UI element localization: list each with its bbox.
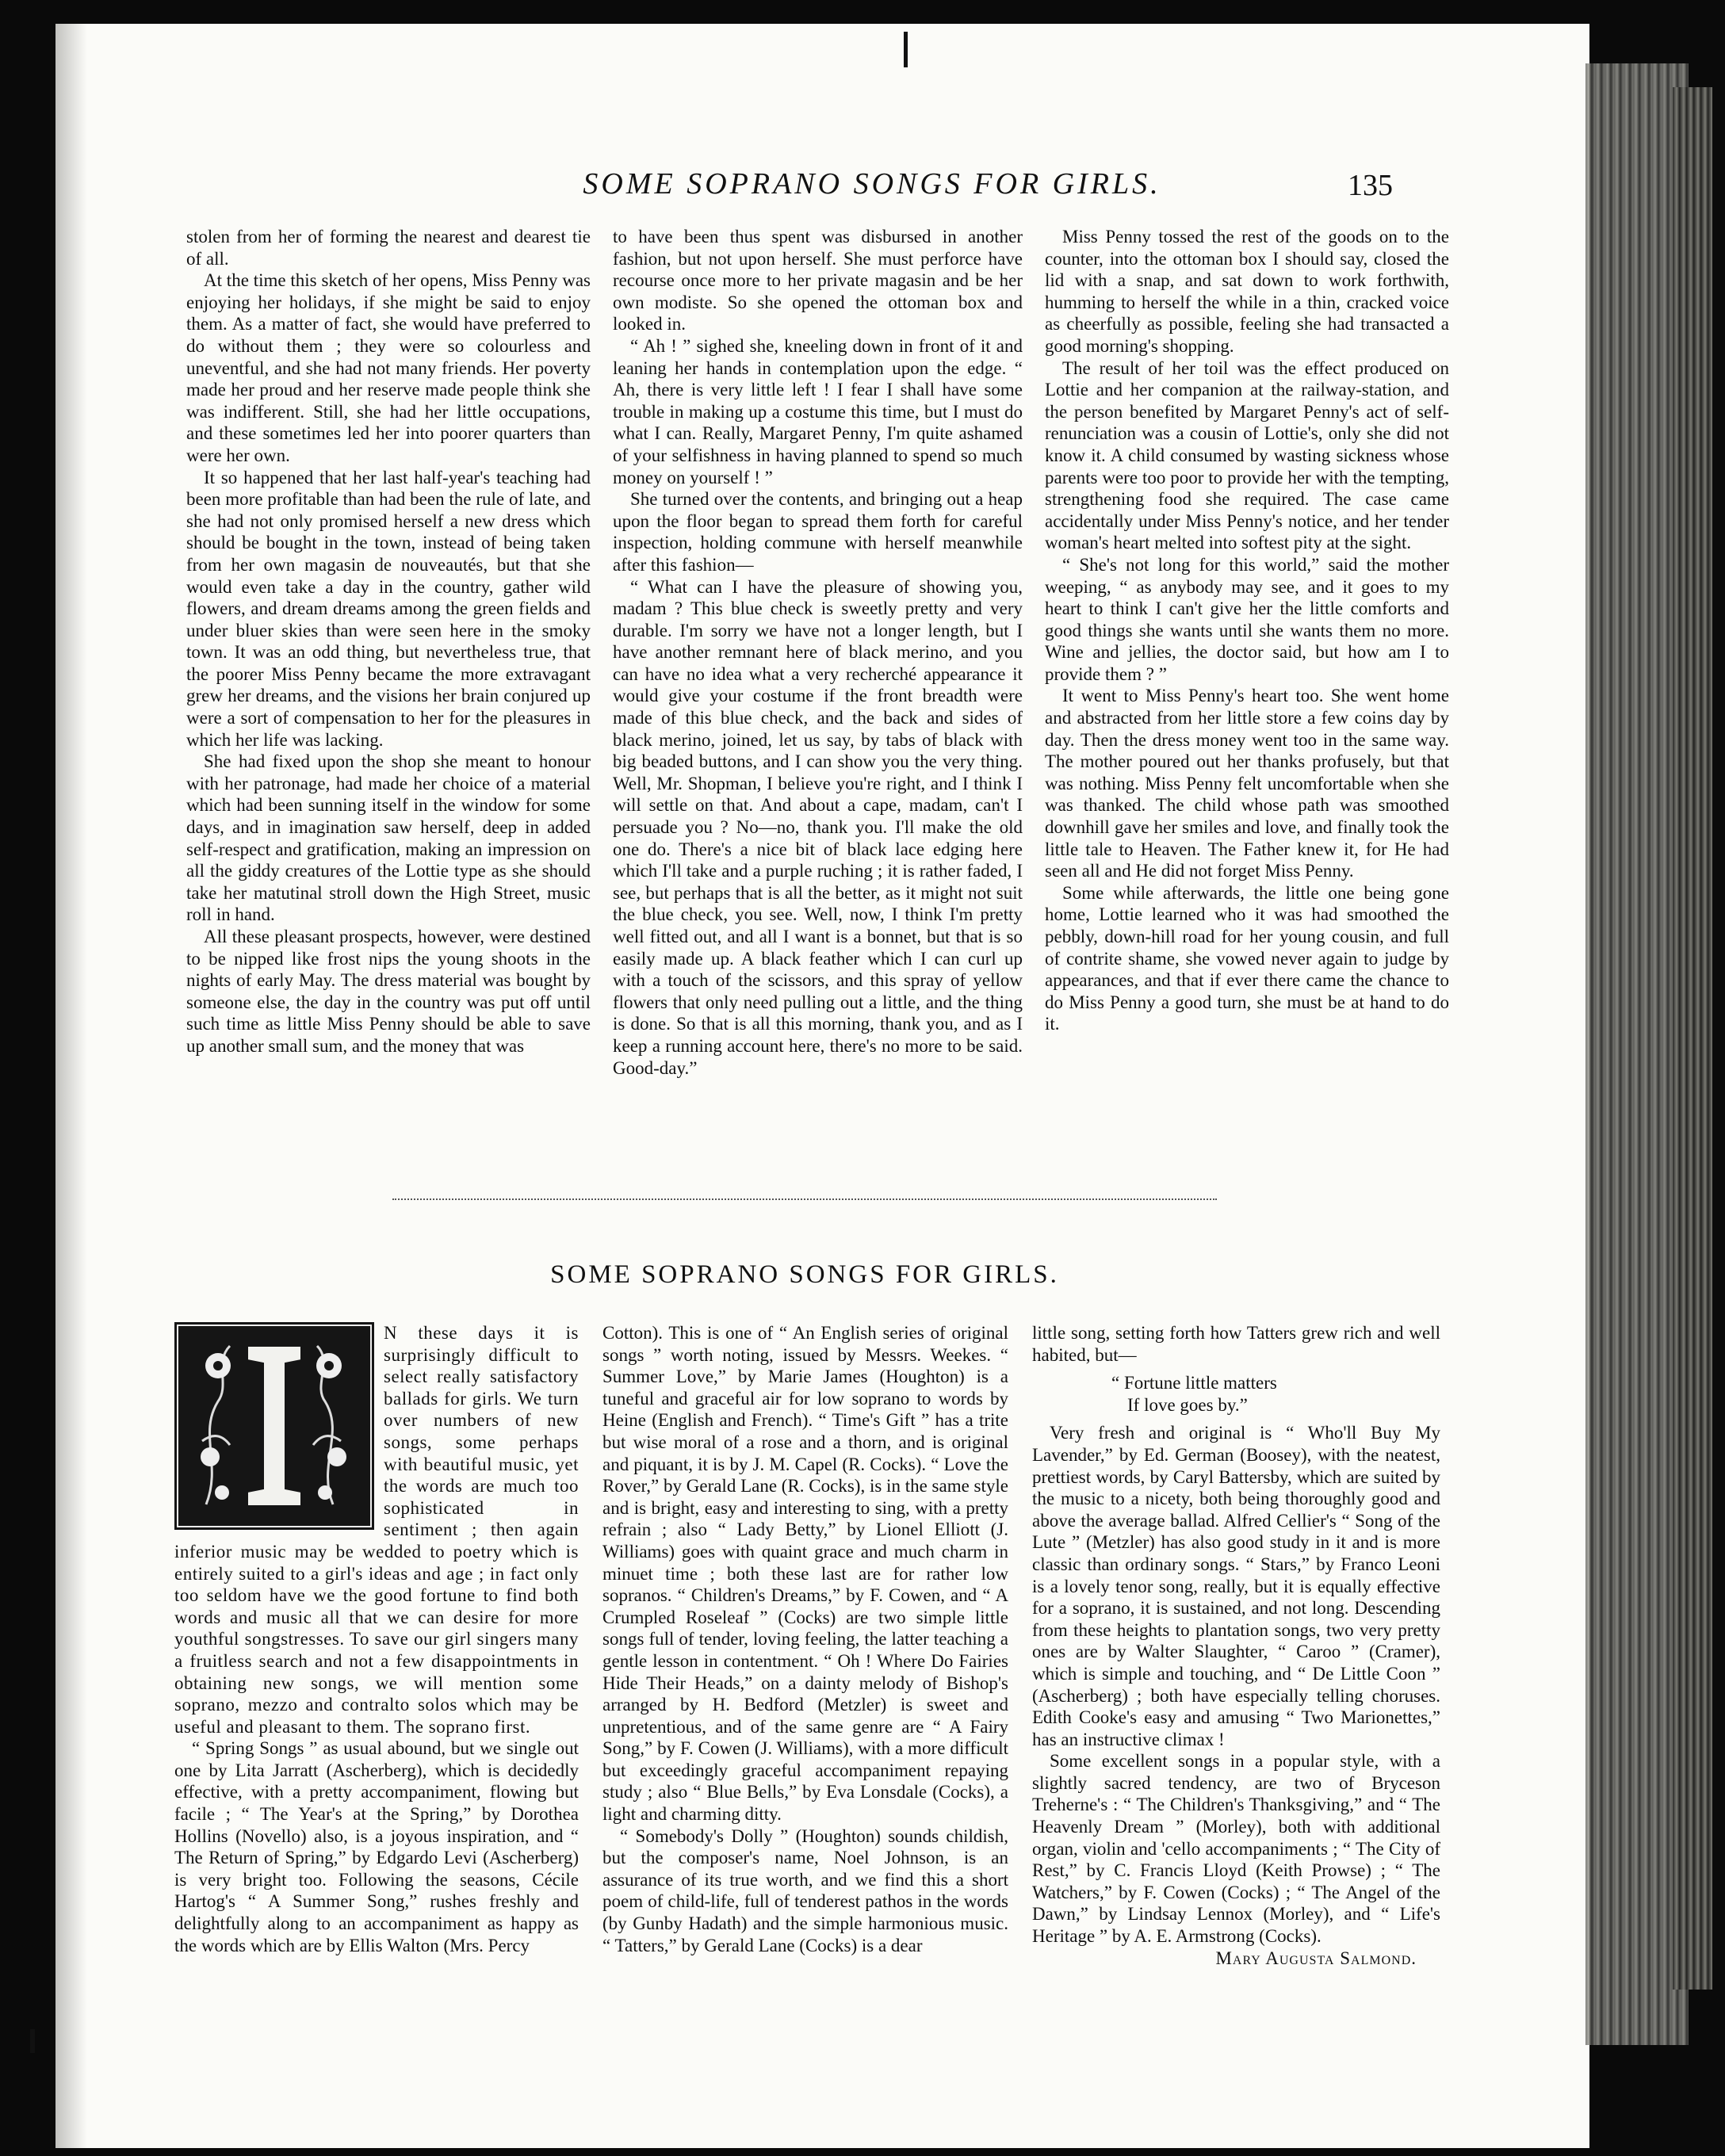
section-divider [392, 1198, 1217, 1200]
paragraph: It went to Miss Penny's heart too. She went home and abstracted from her little store a few coins day by day. Then the dress money went too in the same way. The mother poured out her thanks profusely, but that was nothing. Miss Penny felt uncomfortable when she was thanked. The child whose path was smoothed downhill gave her smiles and love, and finally took the little tale to Heaven. The Father knew it, for He had seen all and He did not forget Miss Penny. [1045, 686, 1449, 881]
paragraph: “ Spring Songs ” as usual abound, but we single out one by Lita Jarratt (Ascherberg), which is decidedly effective, with a pretty accompaniment, flowing but facile ; “ The Year's at the Spring,” by Dorothea Hollins (Novello) also, is a joyous inspiration, and “ The Return of Spring,” by Edgardo Levi (Ascherberg) is very bright too. Following the seasons, Cécile Hartog's “ A Summer Song,” rushes freshly and delightfully along to an accompaniment as happy as the words which are by Ellis Walton (Mrs. Percy [174, 1738, 579, 1955]
page-number: 135 [1348, 169, 1393, 202]
paragraph: Very fresh and original is “ Who'll Buy My Lavender,” by Ed. German (Boosey), with the neatest, prettiest words, by Caryl Battersby, which are suited by the music to a nicety, both being thoroughly good and above the average ballad. Alfred Cellier's “ Song of the Lute ” (Metzler) has also good study in it and is more classic than ordinary songs. “ Stars,” by Franco Leoni is a lovely tenor song, really, but it is equally effective for a soprano, it is sustained, and not long. Descending from these heights to plantation songs, two very pretty ones are by Walter Slaughter, “ Caroo ” (Cramer), which is simple and touching, and “ De Little Coon ” (Ascherberg) ; both have especially telling choruses. Edith Cooke's easy and amusing “ Two Marionettes,” has an instructive climax ! [1032, 1423, 1440, 1749]
scan-speck [904, 32, 908, 67]
floral-initial-icon [174, 1322, 374, 1530]
paragraph: to have been thus spent was disbursed in another fashion, but not upon herself. She must perforce have recourse once more to her private magasin and be her own modiste. So she opened the ottoman box and looked in. [613, 227, 1023, 334]
article-title: SOME SOPRANO SONGS FOR GIRLS. [550, 1260, 1059, 1289]
paragraph: “ Somebody's Dolly ” (Houghton) sounds childish, but the composer's name, Noel Johnson, is an assurance of its true worth, and we find this a short poem of child-life, full of tenderest pathos in the words (by Gunby Hadath) and the simple harmonious music. “ Tatters,” by Gerald Lane (Cocks) is a dear [602, 1825, 1008, 1955]
author-signature: Mary Augusta Salmond. [1215, 1948, 1417, 1968]
verse-line: “ Fortune little matters [1111, 1373, 1277, 1393]
paragraph: Cotton). This is one of “ An English series of original songs ” worth noting, issued by Messrs. Weekes. “ Summer Love,” by Marie James (Houghton) is a tuneful and graceful air for low soprano to words by Heine (English and French). “ Time's Gift ” has a trite but wise moral of a rose and a thorn, and is original and piquant, it is by J. M. Capel (R. Cocks). “ Love the Rover,” by Gerald Lane (R. Cocks), is in the same style and is bright, easy and interesting to sing, with a pretty refrain ; also “ Lady Betty,” by Lionel Elliott (J. Williams) goes with quaint grace and much charm in minuet time ; both these last are for rather low sopranos. “ Children's Dreams,” by F. Cowen, and “ A Crumpled Roseleaf ” (Cocks) are two simple little songs full of tender, loving feeling, the latter teaching a gentle lesson in contentment. “ Oh ! Where Do Fairies Hide Their Heads,” on a dainty melody of Bishop's arranged by H. Bedford (Metzler) is sweet and unpretentious, and of the same genre are “ A Fairy Song,” by F. Cowen (J. Williams), with a more difficult but exceedingly graceful accompaniment repaying study ; also “ Blue Bells,” by Eva Lonsdale (Cocks), a light and charming ditty. [602, 1323, 1008, 1825]
story-column-3 [1045, 226, 1449, 1035]
paragraph: stolen from her of forming the nearest and dearest tie of all. [186, 227, 591, 269]
article-column-1 [174, 1322, 579, 1956]
paragraph: “ Ah ! ” sighed she, kneeling down in front of it and leaning her hands in contemplation upon the edge. “ Ah, there is very little left ! I fear I shall have some trouble in making up a costume this time, but I must do what I can. Really, Margaret Penny, I'm quite ashamed of your selfishness in having planned to spend so much money on yourself ! ” [613, 335, 1023, 487]
paragraph: It so happened that her last half-year's teaching had been more profitable than had been the rule of late, and she had not only promised herself a new dress which should be bought in the town, instead of being taken from her own magasin de nouveautés, but that she would even take a day in the country, gather wild flowers, and dream dreams among the green fields and under bluer skies than were seen here in the smoky town. It was an odd thing, but nevertheless true, that the poorer Miss Penny became the more extravagant grew her dreams, and the visions her brain conjured up were a sort of compensation to her for the pleasures in which her life was lacking. [186, 467, 591, 750]
article-column-3 [1032, 1322, 1440, 1969]
paragraph: little song, setting forth how Tatters grew rich and well habited, but— [1032, 1323, 1440, 1365]
paragraph: She had fixed upon the shop she meant to honour with her patronage, had made her choice of a material which had been sunning itself in the window for some days, and in imagination saw herself, deep in added self-respect and gratification, making an impression on all the giddy creatures of the Lottie type as she should take her matutinal stroll down the High Street, music roll in hand. [186, 751, 591, 925]
article-opening-paragraph: N these days it is surprisingly difficult to select really satisfactory ballads for girls. We turn over numbers of new songs, some perhaps with beautiful music, yet the words are much too sophisticated in sentiment ; then again inferior music may be wedded to poetry which is entirely suited to a girl's ideas and age ; in fact only too seldom have we the good fortune to find both words and music all that we can desire for more youthful songstresses. To save our girl singers many a fruitless search and not a few disappointments in obtaining new songs, we will mention some soprano, mezzo and contralto solos which may be useful and pleasant to them. The soprano first. [174, 1323, 579, 1737]
gutter-shadow [55, 24, 87, 2148]
story-column-2 [613, 226, 1023, 1079]
verse-line: If love goes by.” [1127, 1394, 1248, 1415]
paragraph: Miss Penny tossed the rest of the goods on to the counter, into the ottoman box I should say, closed the lid with a snap, and sat down to work forthwith, humming to herself the while in a thin, cracked voice as cheerfully as possible, feeling she had transacted a good morning's shopping. [1045, 227, 1449, 356]
scan-speck [30, 2029, 35, 2053]
paragraph: At the time this sketch of her opens, Miss Penny was enjoying her holidays, if she might be said to enjoy them. As a matter of fact, she would have preferred to do without them ; they were so colourless and uneventful, and she had not many friends. Her poverty made her proud and her reserve made people think she was indifferent. Still, she had her little occupations, and these sometimes led her into poorer quarters than were her own. [186, 270, 591, 465]
paragraph: All these pleasant prospects, however, were destined to be nipped like frost nips the young shoots in the nights of early May. The dress material was bought by someone else, the day in the country was put off until such time as little Miss Penny should be able to save up another small sum, and the money that was [186, 927, 591, 1056]
decorated-initial [174, 1322, 374, 1530]
page-edges-dark [1673, 87, 1712, 1990]
paragraph: “ What can I have the pleasure of showing you, madam ? This blue check is sweetly pretty and very durable. I'm sorry we have not a longer length, but I have another remnant here of black merino, and you can have no idea what a very recherché appearance it would give your costume if the front breadth were made of this blue check, and the back and sides of black merino, joined, let us say, by tabs of black with big beaded buttons, and I can show you the very thing. Well, Mr. Shopman, I believe you're right, and I think I will settle on that. And about a cape, madam, can't I persuade you ? No—no, thank you. I'll make the old one do. There's a nice bit of black lace edging here which I'll take and a purple ruching ; it is rather faded, I see, but perhaps that is all the better, as it might not suit the blue check, you see. Well, now, I think I'm pretty well fitted out, and all I want is a bonnet, but that is so easily made up. A black feather which I can curl up with a touch of the scissors, and this spray of yellow flowers that only need pulling out a little, and the thing is done. So that is all this morning, thank you, and as I keep a running account here, there's no more to be said. Good-day.” [613, 576, 1023, 1078]
paragraph: Some while afterwards, the little one being gone home, Lottie learned who it was had smoothed the pebbly, down-hill road for her young cousin, and full of contrite shame, she vowed never again to judge by appearances, and that if ever there came the chance to do Miss Penny a good turn, she must be at hand to do it. [1045, 882, 1449, 1034]
paragraph: She turned over the contents, and bringing out a heap upon the floor began to spread them forth for careful inspection, holding commune with herself meanwhile after this fashion— [613, 489, 1023, 575]
paragraph: The result of her toil was the effect produced on Lottie and her companion at the railway-station, and the person benefited by Margaret Penny's act of self-renunciation was a cousin of Lottie's, only she did not know it. A child consumed by wasting sickness whose parents were too poor to provide her with the tempting, strengthening food she required. The case came accidentally under Miss Penny's notice, and her tender woman's heart melted into softest pity at the sight. [1045, 357, 1449, 553]
verse-quote [1032, 1372, 1440, 1416]
running-title: SOME SOPRANO SONGS FOR GIRLS. [583, 167, 1161, 201]
paragraph: “ She's not long for this world,” said the mother weeping, “ as anybody may see, and it goes to my heart to think I can't give her the little comforts and good things she wants until she wants them no more. Wine and jellies, the doctor said, but how am I to provide them ? ” [1045, 554, 1449, 684]
story-column-1 [186, 226, 591, 1057]
article-column-2 [602, 1322, 1008, 1956]
paragraph: Some excellent songs in a popular style, with a slightly sacred tendency, are two of Bryceson Treherne's : “ The Children's Thanksgiving,” and “ The Heavenly Dream ” (Morley), both with additional organ, violin and 'cello accompaniments ; “ The City of Rest,” by C. Francis Lloyd (Keith Prowse) ; “ The Watchers,” by F. Cowen (Cocks) ; “ The Angel of the Dawn,” by Lindsay Lennox (Morley), and “ Life's Heritage ” by A. E. Armstrong (Cocks). [1032, 1751, 1440, 1947]
